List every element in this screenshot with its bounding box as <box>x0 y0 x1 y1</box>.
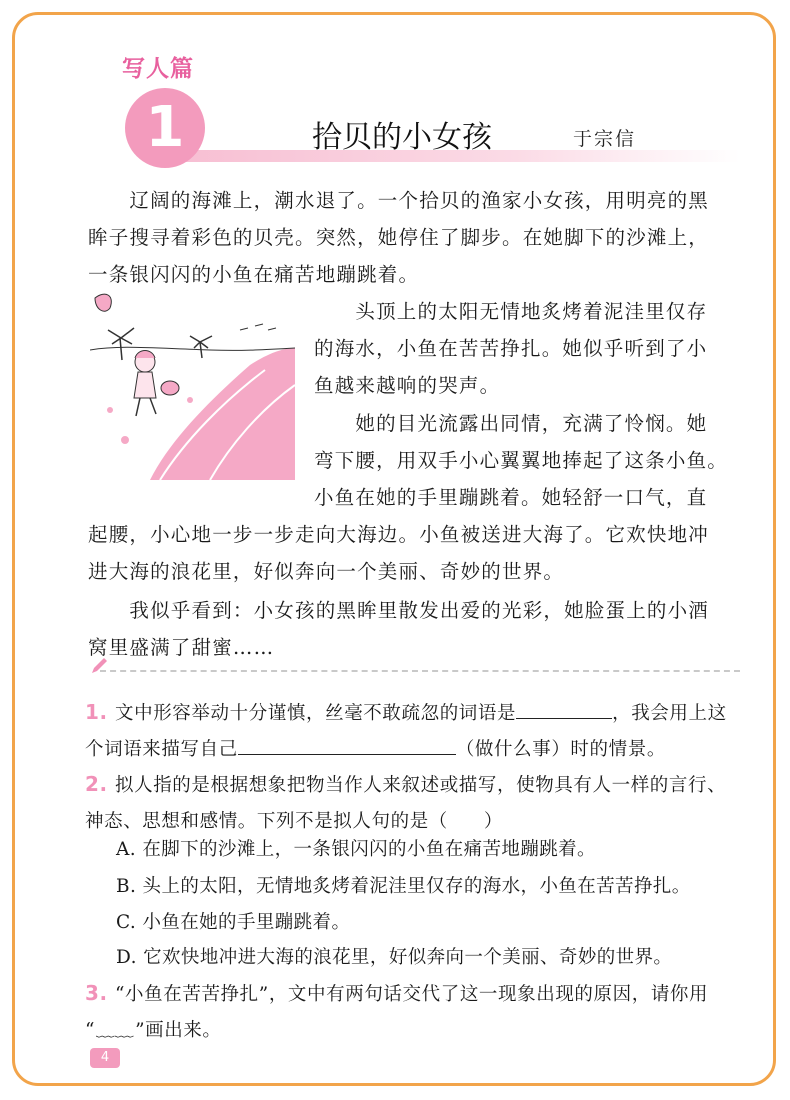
passage-line: 的海水，小鱼在苦苦挣扎。她似乎听到了小 <box>314 337 708 360</box>
passage-line: 起腰，小心地一步一步走向大海边。小鱼被送进大海了。它欢快地冲 <box>88 523 710 546</box>
page-title: 拾贝的小女孩 <box>312 120 492 155</box>
answer-blank[interactable] <box>516 700 612 719</box>
page-number: 4 <box>90 1048 120 1068</box>
option-c[interactable]: C. 小鱼在她的手里蹦跳着。 <box>116 912 351 933</box>
lesson-number-badge: 1 <box>125 88 205 168</box>
question-3: 3. “小鱼在苦苦挣扎”，文中有两句话交代了这一现象出现的原因，请你用 “﹏﹏”画出来。 <box>85 975 745 1049</box>
pencil-icon <box>89 656 109 676</box>
question-2: 2. 拟人指的是根据想象把物当作人来叙述或描写，使物具有人一样的言行、 神态、思想和感情。下列不是拟人句的是（ ） <box>85 766 745 840</box>
answer-blank[interactable] <box>238 736 456 755</box>
option-b[interactable]: B. 头上的太阳，无情地炙烤着泥洼里仅存的海水，小鱼在苦苦挣扎。 <box>116 876 691 897</box>
passage-line: 窝里盛满了甜蜜…… <box>88 636 275 659</box>
girl-on-beach-illustration <box>90 290 295 480</box>
option-d[interactable]: D. 它欢快地冲进大海的浪花里，好似奔向一个美丽、奇妙的世界。 <box>116 947 673 968</box>
question-number: 3. <box>85 981 108 1005</box>
passage-line: 进大海的浪花里，好似奔向一个美丽、奇妙的世界。 <box>88 560 565 583</box>
section-divider <box>100 670 740 672</box>
author-name: 于宗信 <box>573 128 637 150</box>
passage-line: 她的目光流露出同情，充满了怜悯。她 <box>314 412 708 435</box>
passage-line: 我似乎看到：小女孩的黑眸里散发出爱的光彩，她脸蛋上的小酒 <box>88 599 710 622</box>
passage-line: 眸子搜寻着彩色的贝壳。突然，她停住了脚步。在她脚下的沙滩上， <box>88 226 710 249</box>
passage-line: 弯下腰，用双手小心翼翼地捧起了这条小鱼。 <box>314 449 729 472</box>
passage-line: 一条银闪闪的小鱼在痛苦地蹦跳着。 <box>88 263 420 286</box>
passage-line: 小鱼在她的手里蹦跳着。她轻舒一口气，直 <box>314 486 708 509</box>
question-number: 1. <box>85 700 108 724</box>
wavy-underline-mark: ﹏﹏ <box>95 1020 135 1041</box>
passage-line: 辽阔的海滩上，潮水退了。一个拾贝的渔家小女孩，用明亮的黑 <box>88 189 710 212</box>
passage-line: 头顶上的太阳无情地炙烤着泥洼里仅存 <box>314 300 708 323</box>
question-1: 1. 文中形容举动十分谨慎，丝毫不敢疏忽的词语是 ，我会用上这 个词语来描写自己 （做什么事）时的情景。 <box>85 694 745 768</box>
option-a[interactable]: A. 在脚下的沙滩上，一条银闪闪的小鱼在痛苦地蹦跳着。 <box>116 839 596 860</box>
section-label: 写人篇 <box>122 56 194 82</box>
passage-line: 鱼越来越响的哭声。 <box>314 374 501 397</box>
question-number: 2. <box>85 772 108 796</box>
